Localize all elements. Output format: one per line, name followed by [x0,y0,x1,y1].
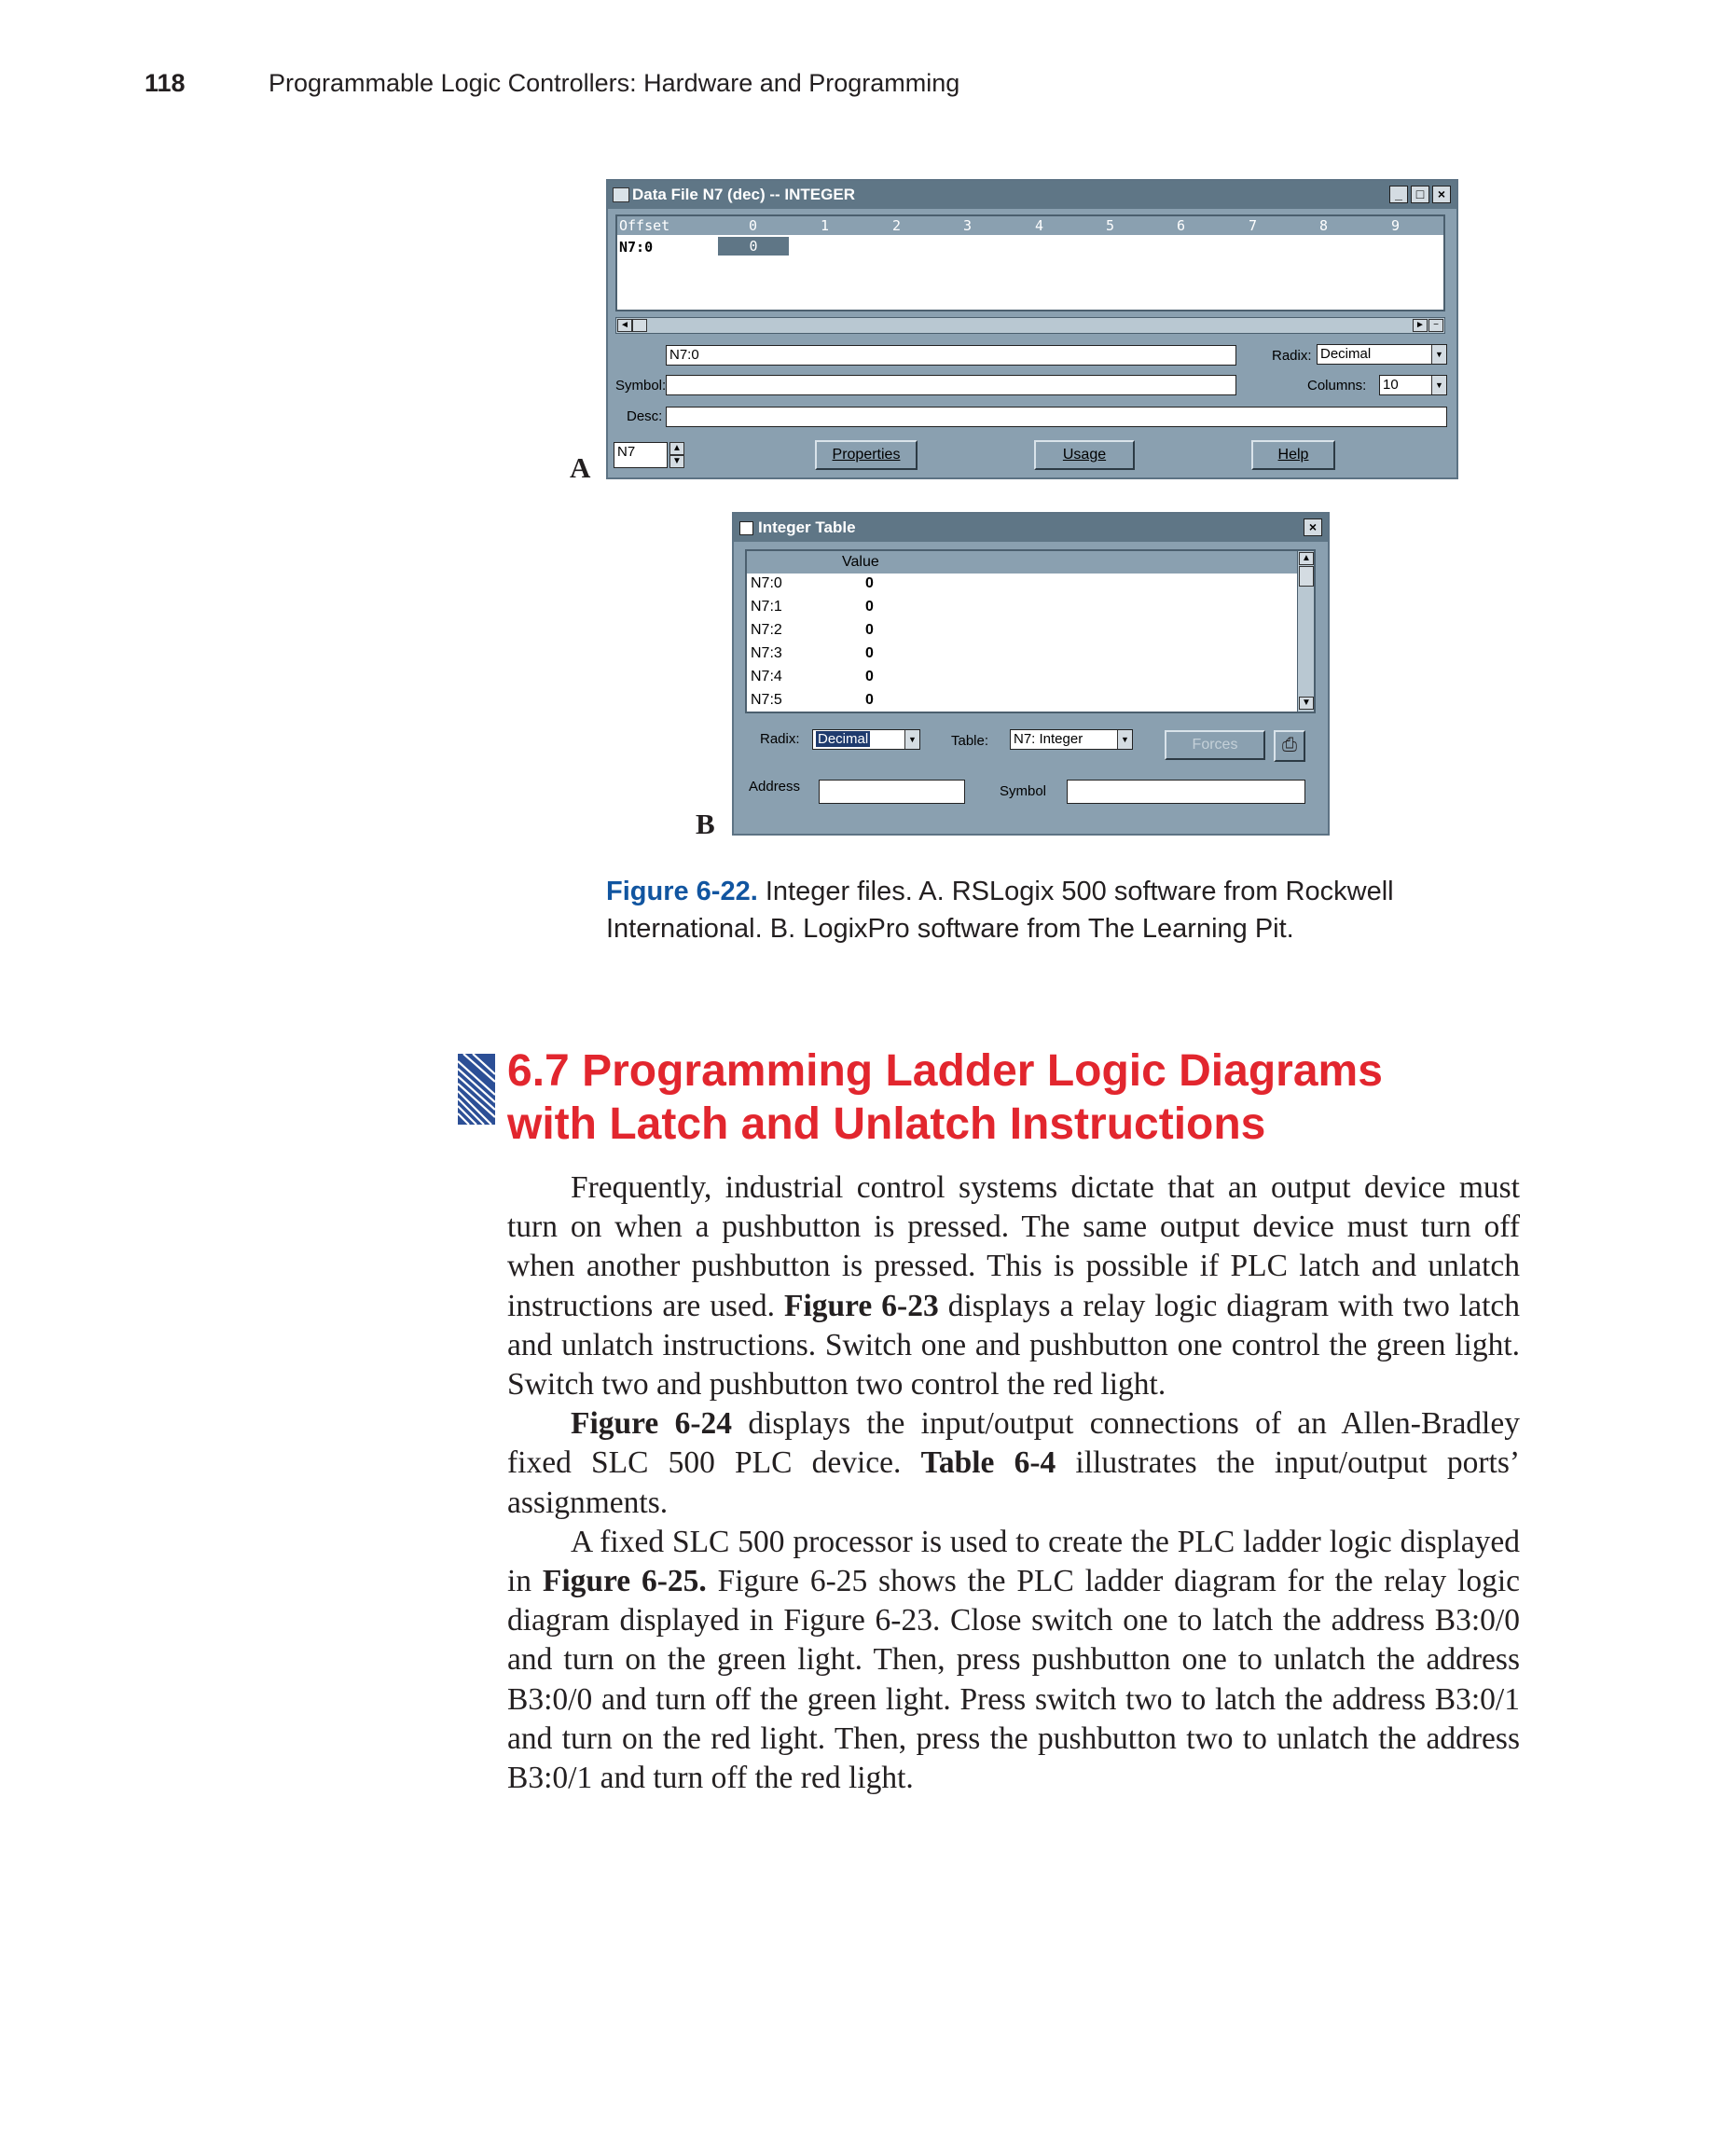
split-icon[interactable]: − [1428,319,1443,332]
radix-value: Decimal [818,731,869,747]
spin-up-icon[interactable]: ▲ [669,442,684,455]
integer-table-title-bar[interactable] [734,514,1328,542]
close-icon[interactable]: × [1304,518,1322,536]
scroll-up-icon[interactable]: ▲ [1299,552,1314,565]
horizontal-scrollbar[interactable] [615,317,1445,334]
list-item-value: 0 [865,645,874,661]
running-header-title: Programmable Logic Controllers: Hardware and Programming [269,69,960,97]
radix-label: Radix: [760,731,800,747]
data-file-window-title: Data File N7 (dec) -- INTEGER [632,186,855,203]
paragraph-1: Frequently, industrial control systems dictate that an output device must turn on when a pushbutton is pressed. The same output device must turn off when another pushbutton is pressed. This is possible if PLC latch and unlatch instructions are used. Figure 6-23 displays a relay logic diagram with two latch and unlatch instructions. Switch one and pushbutton one control the green light. Switch two and pushbutton two control the red light. [507,1170,1520,1403]
section-title-line-2: with Latch and Unlatch Instructions [507,1099,1266,1149]
list-item-value: 0 [865,599,874,615]
columns-label: Columns: [1307,378,1367,394]
symbol-label: Symbol: [615,378,667,394]
table-reference: Table 6-4 [920,1445,1056,1481]
chevron-down-icon[interactable]: ▼ [1431,345,1446,364]
address-field[interactable]: N7:0 [666,345,1236,366]
page-number: 118 [145,69,186,97]
list-item-address: N7:1 [751,599,782,615]
data-file-window [606,179,1458,479]
figure-caption [606,873,1483,947]
figure-label-a: A [570,451,591,484]
vertical-scrollbar[interactable] [1297,551,1314,712]
col-header-0: 0 [749,217,758,234]
address-label: Address [749,779,801,795]
list-item-address: N7:5 [751,692,782,708]
symbol-field[interactable] [1067,780,1305,804]
columns-select[interactable] [1379,375,1447,395]
chevron-down-icon[interactable]: ▼ [1117,730,1132,749]
data-grid [615,214,1445,311]
col-header-9: 9 [1391,217,1401,234]
radix-label: Radix: [1272,348,1312,364]
radix-select[interactable] [812,729,920,750]
figure-reference: Figure 6-25. [542,1564,707,1599]
col-header-3: 3 [963,217,973,234]
col-header-1: 1 [821,217,830,234]
figure-reference: Figure 6-24 [571,1406,732,1442]
app-icon [739,521,753,535]
close-icon[interactable]: × [1432,186,1451,203]
col-header-7: 7 [1249,217,1258,234]
app-icon [613,187,629,202]
properties-button[interactable]: Properties [815,440,918,470]
col-header-8: 8 [1319,217,1329,234]
list-item-value: 0 [865,692,874,708]
file-number-value: N7 [617,444,636,460]
body-text [507,1168,1520,1798]
section-icon [458,1054,495,1129]
data-file-title-bar[interactable] [608,181,1456,209]
list-item-address: N7:0 [751,575,782,591]
file-number-field[interactable] [614,442,668,468]
table-value: N7: Integer [1014,731,1083,747]
figure-label-b: B [696,808,715,840]
figure-reference: Figure 6-23 [784,1288,939,1323]
help-button[interactable]: Help [1251,440,1335,470]
paragraph-2: Figure 6-24 displays the input/output connections of an Allen-Bradley fixed SLC 500 PLC device. Table 6-4 illustrates the input/output ports’ assignments. [507,1406,1521,1520]
col-header-6: 6 [1177,217,1186,234]
maximize-icon[interactable]: □ [1411,186,1429,203]
paragraph-3: A fixed SLC 500 processor is used to create the PLC ladder logic displayed in Figure 6-25. Figure 6-25 shows the PLC ladder diagram for the relay logic diagram displayed in Figure 6-23. Close switch one to latch the address B3:0/0 and turn on the green light. Then, press pushbutton one to unlatch the address B3:0/0 and turn off the green light. Press switch two to latch the address B3:0/1 and turn on the red light. Then, press the pushbutton two to unlatch the address B3:0/1 and turn off the red light. [507,1524,1520,1796]
radix-select[interactable] [1317,344,1447,365]
scroll-thumb[interactable] [632,319,647,332]
printer-icon[interactable]: ⎙ [1274,730,1305,762]
col-header-4: 4 [1035,217,1044,234]
desc-field[interactable] [666,407,1447,427]
list-item-value: 0 [865,622,874,638]
col-header-2: 2 [892,217,902,234]
caption-figure-number: Figure 6-22. [606,877,758,906]
minimize-icon[interactable]: _ [1389,186,1408,203]
symbol-field[interactable] [666,375,1236,395]
desc-label: Desc: [627,408,663,424]
scroll-thumb[interactable] [1299,566,1314,587]
value-header: Value [747,551,1299,574]
list-item-address: N7:4 [751,669,782,684]
radix-value: Decimal [1320,346,1372,362]
grid-header [617,216,1443,235]
integer-table-window [732,512,1330,836]
selected-cell[interactable]: 0 [718,237,789,256]
list-item-value: 0 [865,575,874,591]
list-item-address: N7:3 [751,645,782,661]
chevron-down-icon[interactable]: ▼ [904,730,919,749]
section-title [507,1044,1533,1151]
usage-button[interactable]: Usage [1034,440,1135,470]
scroll-right-icon[interactable]: ► [1413,319,1428,332]
forces-button[interactable]: Forces [1165,730,1265,760]
integer-table-window-title: Integer Table [758,518,856,536]
caption-text: Integer files. A. RSLogix 500 software from Rockwell International. B. LogixPro software from The Learning Pit. [606,877,1394,944]
section-title-line-1: 6.7 Programming Ladder Logic Diagrams [507,1046,1383,1096]
integer-list [745,549,1316,713]
list-item-address: N7:2 [751,622,782,638]
table-label: Table: [951,733,989,749]
address-field[interactable] [819,780,965,804]
list-item-value: 0 [865,669,874,684]
chevron-down-icon[interactable]: ▼ [1431,376,1446,394]
offset-header: Offset [619,217,670,234]
table-select[interactable] [1010,729,1133,750]
scroll-down-icon[interactable]: ▼ [1299,697,1314,710]
columns-value: 10 [1383,377,1399,393]
symbol-label: Symbol [1000,783,1047,799]
col-header-5: 5 [1106,217,1115,234]
spin-down-icon[interactable]: ▼ [669,455,684,468]
scroll-left-icon[interactable]: ◄ [617,319,632,332]
row-label: N7:0 [619,239,654,256]
